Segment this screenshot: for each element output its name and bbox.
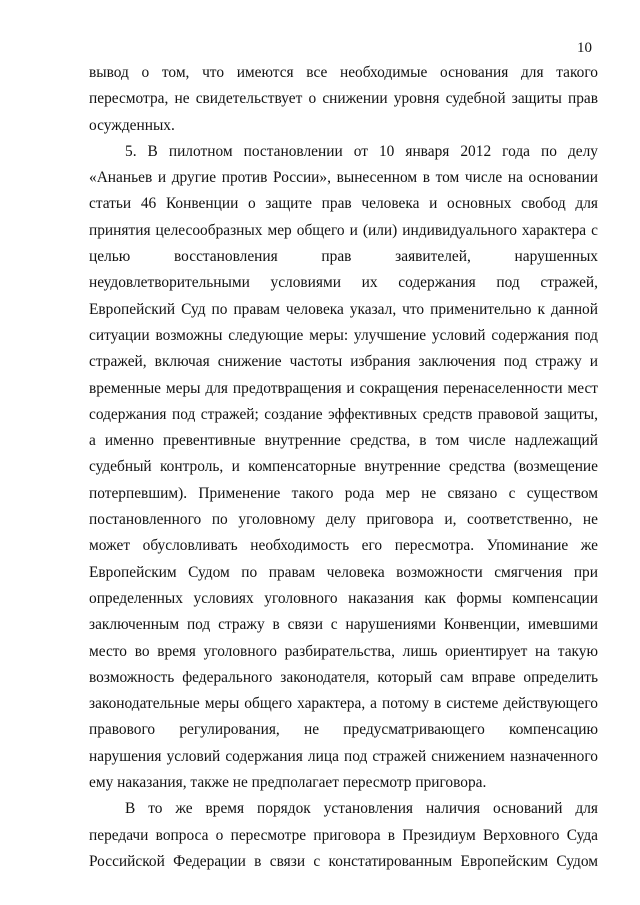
text-line: а именно превентивные внутренние средства, в том числе надлежащий (89, 432, 598, 450)
paragraph-first-line: 5. В пилотном постановлении от 10 января 2012 года по делу (125, 142, 598, 160)
text-line: постановленного по уголовному делу приговора и, соответственно, не (89, 511, 598, 529)
text-line: правового регулирования, не предусматривающего компенсацию (89, 721, 598, 739)
body-text (89, 60, 598, 875)
text-line: нарушения условий содержания лица под стражей снижением назначенного (89, 747, 598, 765)
text-line: ему наказания, также не предполагает пересмотр приговора. (89, 774, 487, 792)
text-line: возможность федерального законодателя, который сам вправе определить (89, 668, 598, 686)
text-line: неудовлетворительными условиями их содержания под стражей, (89, 274, 598, 292)
text-line: временные меры для предотвращения и сокращения перенаселенности мест (89, 379, 598, 397)
text-line: осужденных. (89, 116, 175, 134)
page-number: 10 (577, 40, 592, 56)
text-line: заключенным под стражу в связи с нарушениями Конвенции, имевшими (89, 616, 598, 634)
text-line: может обусловливать необходимость его пересмотра. Упоминание же (89, 537, 598, 555)
text-line: пересмотра, не свидетельствует о снижении уровня судебной защиты прав (89, 90, 598, 108)
text-line: ситуации возможны следующие меры: улучшение условий содержания под (89, 326, 598, 344)
text-line: целью восстановления прав заявителей, нарушенных (89, 248, 598, 266)
text-line: определенных условиях уголовного наказания как формы компенсации (89, 589, 598, 607)
text-line: передачи вопроса о пересмотре приговора в Президиум Верховного Суда (89, 826, 598, 844)
text-line: статьи 46 Конвенции о защите прав человека и основных свобод для (89, 195, 598, 213)
text-line: законодательные меры общего характера, а потому в системе действующего (89, 695, 598, 713)
text-line: судебный контроль, и компенсаторные внутренние средства (возмещение (89, 458, 598, 476)
text-line: стражей, включая снижение частоты избрания заключения под стражу и (89, 353, 598, 371)
text-line: Европейским Судом по правам человека возможности смягчения при (89, 563, 598, 581)
text-line: содержания под стражей; создание эффективных средств правовой защиты, (89, 405, 598, 423)
text-line: «Ананьев и другие против России», вынесенном в том числе на основании (89, 169, 598, 187)
paragraph-first-line: В то же время порядок установления наличия оснований для (125, 800, 598, 818)
text-line: место во время уголовного разбирательства, лишь ориентирует на такую (89, 642, 598, 660)
text-line: принятия целесообразных мер общего и (или) индивидуального характера с (89, 221, 598, 239)
text-line: потерпевшим). Применение такого рода мер не связано с существом (89, 484, 598, 502)
text-line: Европейский Суд по правам человека указал, что применительно к данной (89, 300, 598, 318)
text-line: вывод о том, что имеются все необходимые основания для такого (89, 64, 598, 81)
text-line: Российской Федерации в связи с констатированным Европейским Судом (89, 852, 598, 870)
